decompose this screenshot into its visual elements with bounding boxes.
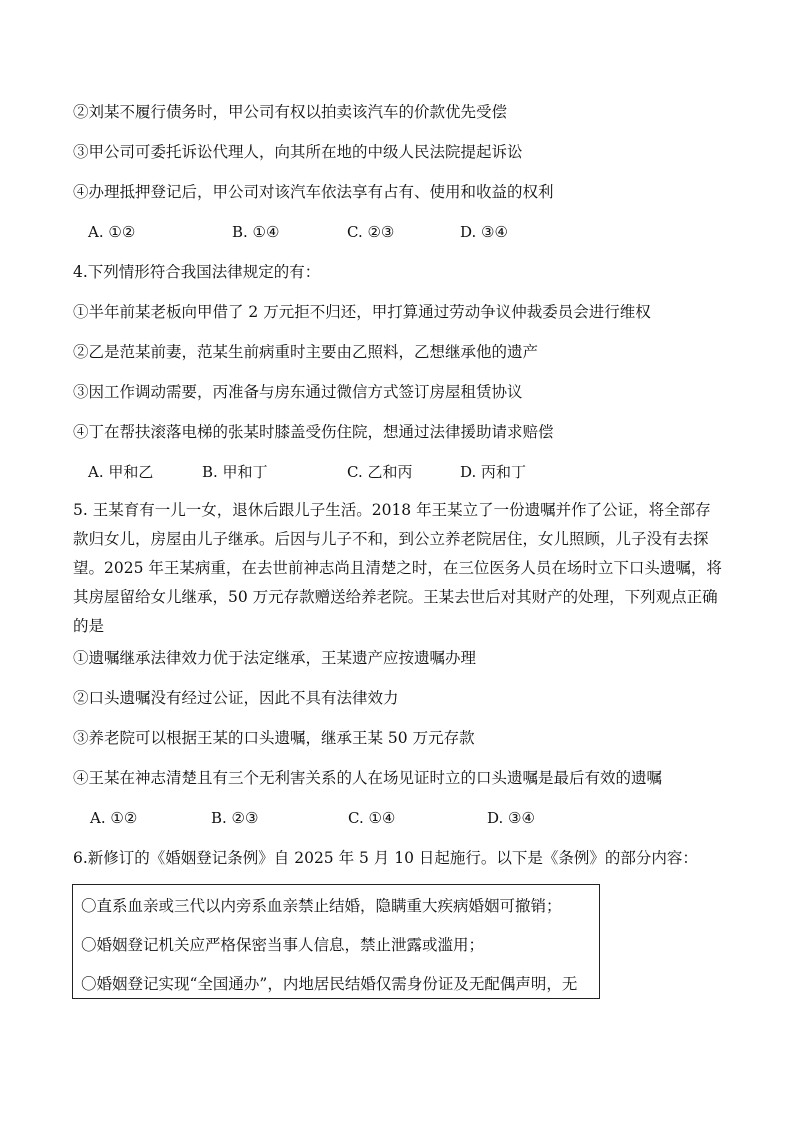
q5-stem: 5. 王某育有一儿一女，退休后跟儿子生活。2018 年王某立了一份遗嘱并作了公证，将全部存款归女儿，房屋由儿子继承。后因与儿子不和，到公立养老院居住，女儿照顾，儿子没有去探望。2025 年王某病重，在去世前神志尚且清楚之时，在三位医务人员在场时立下口头遗嘱，将其房屋留给女儿继承，50 万元存款赠送给养老院。王某去世后对其财产的处理，下列观点正确的是 bbox=[73, 501, 722, 635]
q4-item-2: ②乙是范某前妻，范某生前病重时主要由乙照料，乙想继承他的遗产 bbox=[73, 343, 539, 361]
q6-box-item-1: 〇直系血亲或三代以内旁系血亲禁止结婚，隐瞒重大疾病婚姻可撤销； bbox=[81, 897, 562, 915]
q6-box-item-2: 〇婚姻登记机关应严格保密当事人信息，禁止泄露或滥用； bbox=[81, 936, 485, 954]
q4-option-b[interactable]: B. 甲和丁 bbox=[202, 463, 268, 481]
q5-option-d[interactable]: D. ③④ bbox=[487, 809, 535, 827]
q3-option-d[interactable]: D. ③④ bbox=[460, 223, 508, 241]
q3-option-b[interactable]: B. ①④ bbox=[232, 223, 280, 241]
q6-box-item-3: 〇婚姻登记实现“全国通办”，内地居民结婚仅需身份证及无配偶声明，无 bbox=[81, 975, 578, 993]
q5-item-1: ①遗嘱继承法律效力优于法定继承，王某遗产应按遗嘱办理 bbox=[73, 649, 477, 667]
q3-option-c[interactable]: C. ②③ bbox=[347, 223, 395, 241]
q5-option-c[interactable]: C. ①④ bbox=[348, 809, 396, 827]
q4-option-c[interactable]: C. 乙和丙 bbox=[347, 463, 413, 481]
q6-regulation-box bbox=[72, 884, 600, 999]
q4-option-a[interactable]: A. 甲和乙 bbox=[88, 463, 154, 481]
q5-item-4: ④王某在神志清楚且有三个无利害关系的人在场见证时立的口头遗嘱是最后有效的遗嘱 bbox=[73, 769, 663, 787]
q4-item-1: ①半年前某老板向甲借了 2 万元拒不归还，甲打算通过劳动争议仲裁委员会进行维权 bbox=[73, 303, 651, 321]
q5-item-3: ③养老院可以根据王某的口头遗嘱，继承王某 50 万元存款 bbox=[73, 729, 475, 747]
q4-item-3: ③因工作调动需要，丙准备与房东通过微信方式签订房屋租赁协议 bbox=[73, 383, 523, 401]
q5-option-a[interactable]: A. ①② bbox=[90, 809, 138, 827]
q4-stem: 4.下列情形符合我国法律规定的有： bbox=[73, 263, 321, 281]
q3-item-4: ④办理抵押登记后，甲公司对该汽车依法享有占有、使用和收益的权利 bbox=[73, 183, 554, 201]
q6-stem: 6.新修订的《婚姻登记条例》自 2025 年 5 月 10 日起施行。以下是《条例》的部分内容： bbox=[73, 849, 698, 867]
q5-option-b[interactable]: B. ②③ bbox=[211, 809, 259, 827]
q3-item-3: ③甲公司可委托诉讼代理人，向其所在地的中级人民法院提起诉讼 bbox=[73, 143, 523, 161]
q4-item-4: ④丁在帮扶滚落电梯的张某时膝盖受伤住院，想通过法律援助请求赔偿 bbox=[73, 423, 554, 441]
q4-option-d[interactable]: D. 丙和丁 bbox=[460, 463, 527, 481]
q3-option-a[interactable]: A. ①② bbox=[88, 223, 136, 241]
q3-item-2: ②刘某不履行债务时，甲公司有权以拍卖该汽车的价款优先受偿 bbox=[73, 103, 508, 121]
q5-item-2: ②口头遗嘱没有经过公证，因此不具有法律效力 bbox=[73, 689, 399, 707]
